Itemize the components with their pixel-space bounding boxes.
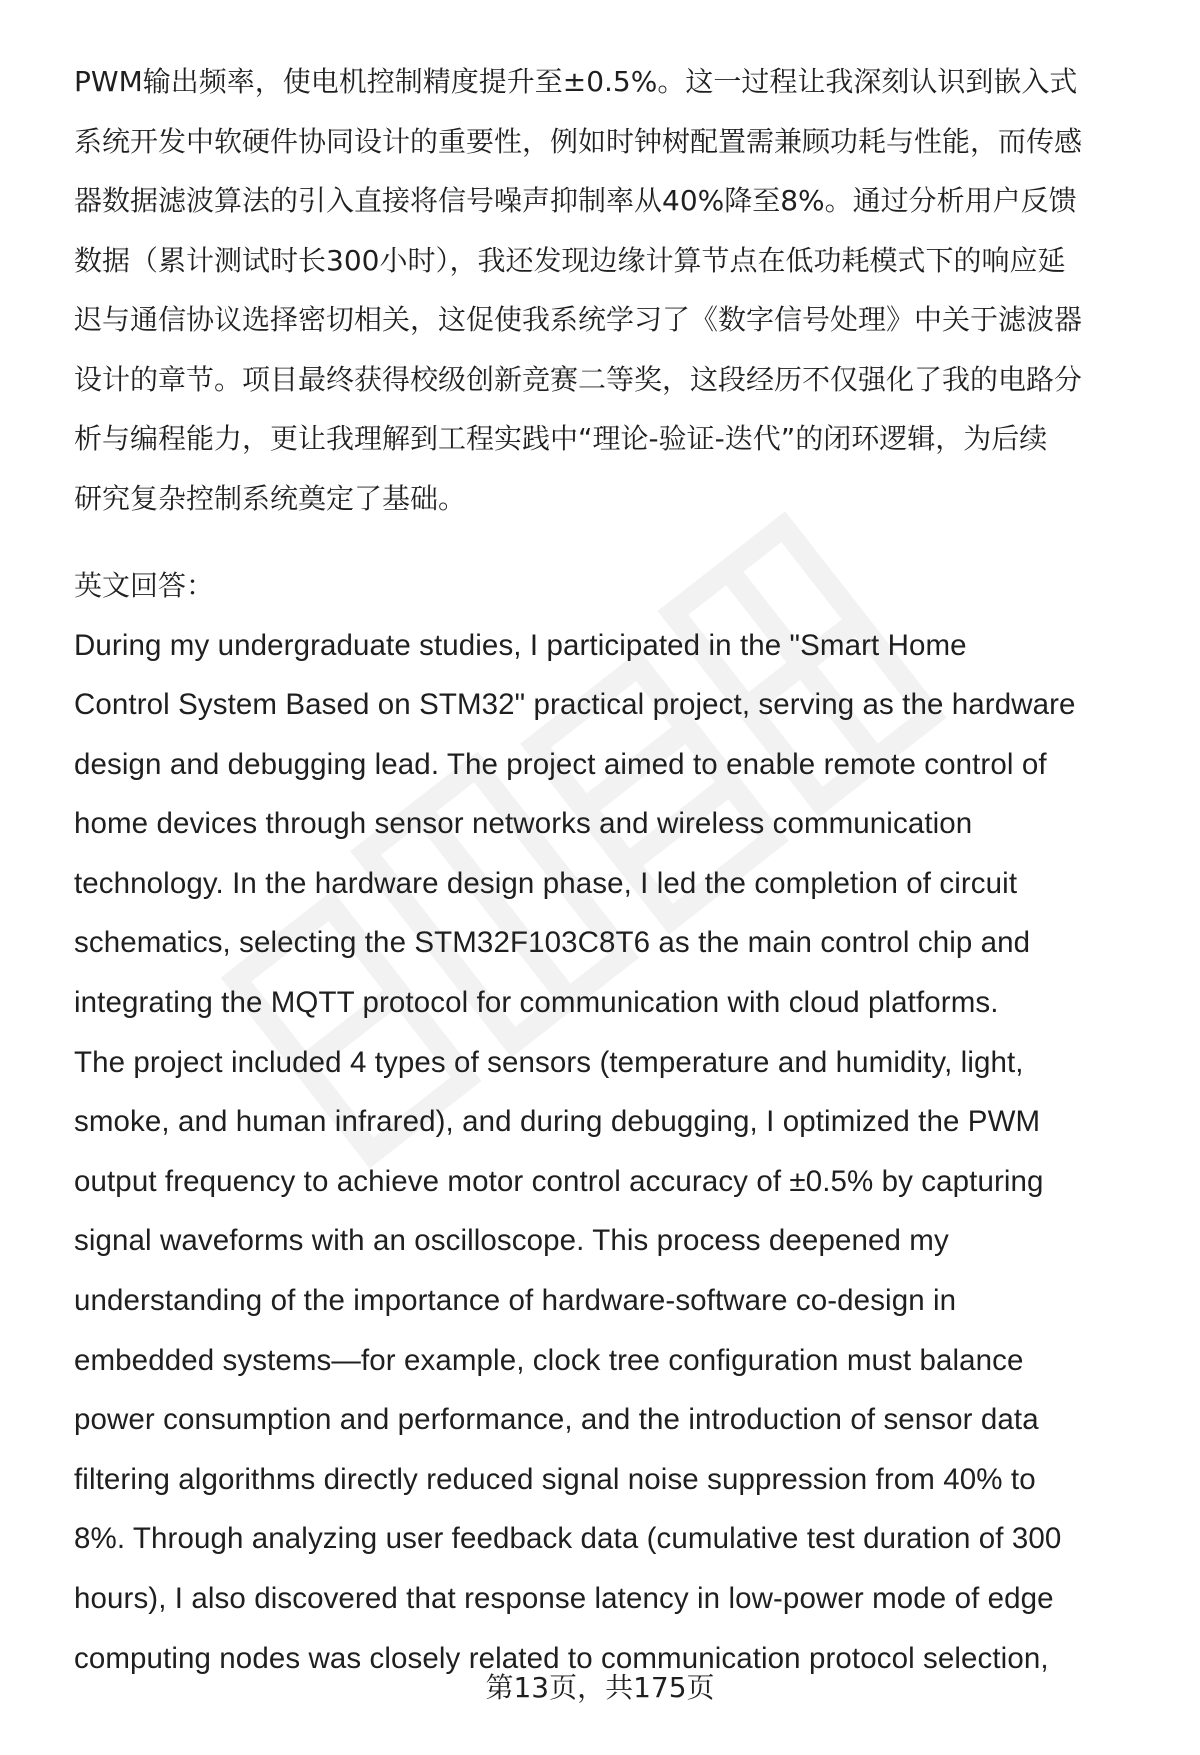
text-line: 迟与通信协议选择密切相关，这促使我系统学习了《数字信号处理》中关于滤波器 xyxy=(74,303,1083,336)
text-line: schematics, selecting the STM32F103C8T6 as the main control chip and xyxy=(74,926,1031,960)
text-line: home devices through sensor networks and wireless communication xyxy=(74,807,973,841)
text-line: understanding of the importance of hardware-software co-design in xyxy=(74,1284,957,1318)
text-line: 数据（累计测试时长300小时），我还发现边缘计算节点在低功耗模式下的响应延 xyxy=(74,243,1066,277)
text-line: PWM输出频率，使电机控制精度提升至±0.5%。这一过程让我深刻认识到嵌入式 xyxy=(74,65,1078,98)
text-line: integrating the MQTT protocol for communication with cloud platforms. xyxy=(74,986,999,1020)
text-line: 系统开发中软硬件协同设计的重要性，例如时钟树配置需兼顾功耗与性能，而传感 xyxy=(74,124,1083,158)
text-line: technology. In the hardware design phase, I led the completion of circuit xyxy=(74,866,1018,900)
text-line: The project included 4 types of sensors (temperature and humidity, light, xyxy=(74,1045,1024,1079)
text-line: 研究复杂控制系统奠定了基础。 xyxy=(74,481,467,515)
document-body xyxy=(74,52,1144,1688)
text-line: signal waveforms with an oscilloscope. This process deepened my xyxy=(74,1224,949,1258)
text-line: 析与编程能力，更让我理解到工程实践中“理论-验证-迭代”的闭环逻辑，为后续 xyxy=(74,422,1048,455)
english-answer-label: 英文回答： xyxy=(74,569,215,602)
text-line: hours), I also discovered that response latency in low-power mode of edge xyxy=(74,1582,1054,1615)
text-line: embedded systems—for example, clock tree configuration must balance xyxy=(74,1343,1024,1377)
text-line: 设计的章节。项目最终获得校级创新竞赛二等奖，这段经历不仅强化了我的电路分 xyxy=(74,362,1083,396)
text-line: smoke, and human infrared), and during debugging, I optimized the PWM xyxy=(74,1105,1041,1139)
text-line: computing nodes was closely related to communication protocol selection, xyxy=(74,1641,1049,1675)
text-line: filtering algorithms directly reduced signal noise suppression from 40% to xyxy=(74,1462,1036,1496)
text-line: 8%. Through analyzing user feedback data (cumulative test duration of 300 xyxy=(74,1522,1062,1556)
text-line: output frequency to achieve motor control accuracy of ±0.5% by capturing xyxy=(74,1164,1044,1198)
text-line: design and debugging lead. The project aimed to enable remote control of xyxy=(74,747,1047,781)
chinese-paragraph xyxy=(74,52,1144,528)
page-number-footer: 第13页，共175页 xyxy=(485,1671,715,1704)
text-line: 器数据滤波算法的引入直接将信号噪声抑制率从40%降至8%。通过分析用户反馈 xyxy=(74,184,1077,217)
text-line: Control System Based on STM32" practical project, serving as the hardware xyxy=(74,688,1076,722)
text-line: During my undergraduate studies, I participated in the "Smart Home xyxy=(74,628,967,662)
english-paragraph xyxy=(74,616,1144,1689)
text-line: power consumption and performance, and the introduction of sensor data xyxy=(74,1403,1039,1437)
